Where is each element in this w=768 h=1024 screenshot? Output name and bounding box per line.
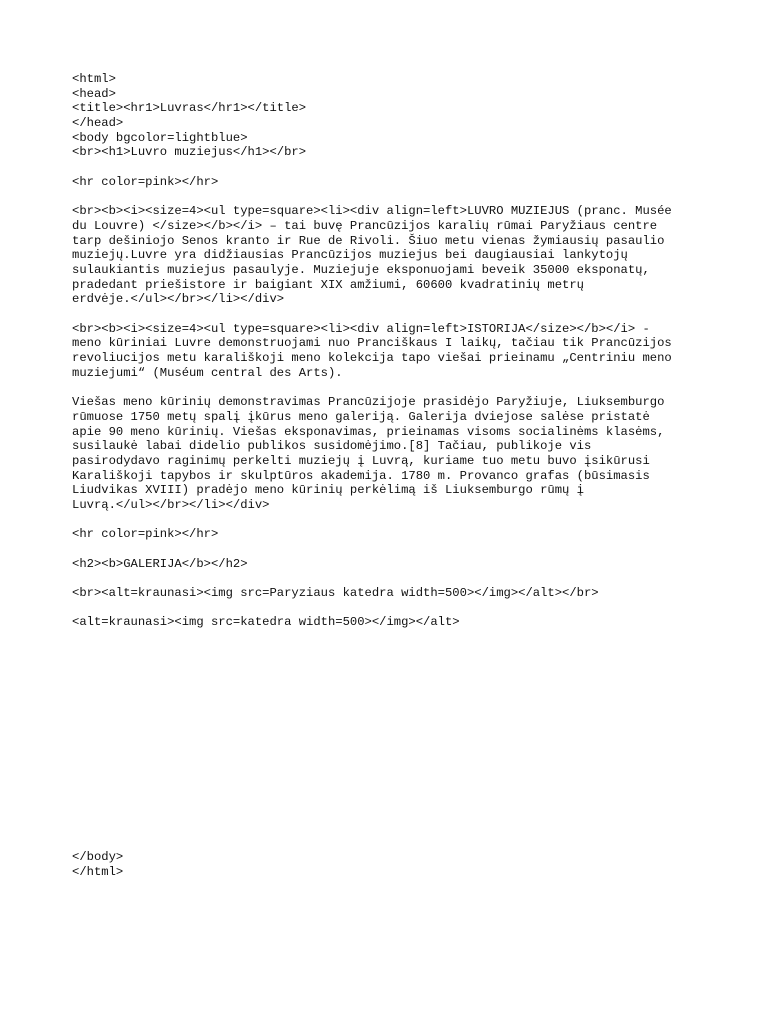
paragraph-istorija bbox=[72, 322, 712, 381]
code-line: muziejumi“ (Muséum central des Arts). bbox=[72, 365, 343, 380]
blank-line bbox=[72, 307, 712, 322]
blank-line bbox=[72, 542, 712, 557]
code-line: <br><b><i><size=4><ul type=square><li><div align=left>LUVRO MUZIEJUS (pranc. Musée bbox=[72, 204, 672, 219]
blank-line bbox=[72, 190, 712, 205]
code-line: apie 90 meno kūrinių. Viešas eksponavimas, prieinamas visoms socialinėms klasėms, bbox=[72, 424, 665, 439]
heading-galerija: <h2><b>GALERIJA</b></h2> bbox=[72, 556, 248, 571]
code-line: </head> bbox=[72, 116, 124, 131]
code-line: <body bgcolor=lightblue> bbox=[72, 130, 248, 145]
code-line: pasirodydavo raginimų perkelti muziejų į Luvrą, kuriame tuo metu buvo įsikūrusi bbox=[72, 453, 650, 468]
code-line: <head> bbox=[72, 86, 116, 101]
blank-line bbox=[72, 601, 712, 616]
code-line: revoliucijos metu karališkoji meno kolekcija tapo viešai prieinamu „Centriniu meno bbox=[72, 351, 672, 366]
hr-line: <hr color=pink></hr> bbox=[72, 527, 219, 542]
code-line: du Louvre) </size></b></i> – tai buvę Prancūzijos karalių rūmai Paryžiaus centre bbox=[72, 218, 658, 233]
code-line: <br><b><i><size=4><ul type=square><li><div align=left>ISTORIJA</size></b></i> - bbox=[72, 321, 650, 336]
code-line: rūmuose 1750 metų spalį įkūrus meno galeriją. Galerija dviejose salėse pristatė bbox=[72, 409, 650, 424]
code-line: pradedant priešistore ir baigiant XIX amžiumi, 60600 kvadratinių metrų bbox=[72, 277, 584, 292]
code-line: Viešas meno kūrinių demonstravimas Prancūzijoje prasidėjo Paryžiuje, Liuksemburgo bbox=[72, 395, 665, 410]
code-line: susilaukė labai didelio publikos susidomėjimo.[8] Tačiau, publikoje vis bbox=[72, 439, 592, 454]
image-tag-line: <br><alt=kraunasi><img src=Paryziaus katedra width=500></img></alt></br> bbox=[72, 586, 599, 601]
code-line: <br><h1>Luvro muziejus</h1></br> bbox=[72, 145, 307, 160]
code-line: </body> bbox=[72, 850, 124, 864]
code-line: <html> bbox=[72, 72, 116, 86]
paragraph-luvro bbox=[72, 204, 712, 307]
hr-line: <hr color=pink></hr> bbox=[72, 174, 219, 189]
code-line: muziejų.Luvre yra didžiausias Prancūzijos muziejus bei daugiausiai lankytojų bbox=[72, 248, 628, 263]
paragraph-viesas bbox=[72, 395, 712, 513]
image-tag-line: <alt=kraunasi><img src=katedra width=500></img></alt> bbox=[72, 615, 460, 630]
code-line: <title><hr1>Luvras</hr1></title> bbox=[72, 101, 307, 116]
head-block bbox=[72, 72, 712, 160]
code-line: </html> bbox=[72, 864, 124, 879]
code-line: meno kūriniai Luvre demonstruojami nuo Pranciškaus I laikų, tačiau tik Prancūzijos bbox=[72, 336, 672, 351]
blank-line bbox=[72, 380, 712, 395]
code-line: erdvėje.</ul></br></li></div> bbox=[72, 292, 285, 307]
blank-line bbox=[72, 513, 712, 528]
document-body bbox=[72, 72, 712, 630]
code-line: Luvrą.</ul></br></li></div> bbox=[72, 497, 270, 512]
code-line: Liudvikas XVIII) pradėjo meno kūrinių perkėlimą iš Liuksemburgo rūmų į bbox=[72, 483, 584, 498]
code-line: Karališkoji tapybos ir skulptūros akademija. 1780 m. Provanco grafas (būsimasis bbox=[72, 468, 650, 483]
code-line: tarp dešiniojo Senos kranto ir Rue de Rivoli. Šiuo metu vienas žymiausių pasaulio bbox=[72, 233, 665, 248]
code-line: sulaukiantis muziejus pasaulyje. Muziejuje eksponuojami beveik 35000 eksponatų, bbox=[72, 262, 650, 277]
closing-tags bbox=[72, 850, 123, 879]
blank-line bbox=[72, 571, 712, 586]
blank-line bbox=[72, 160, 712, 175]
